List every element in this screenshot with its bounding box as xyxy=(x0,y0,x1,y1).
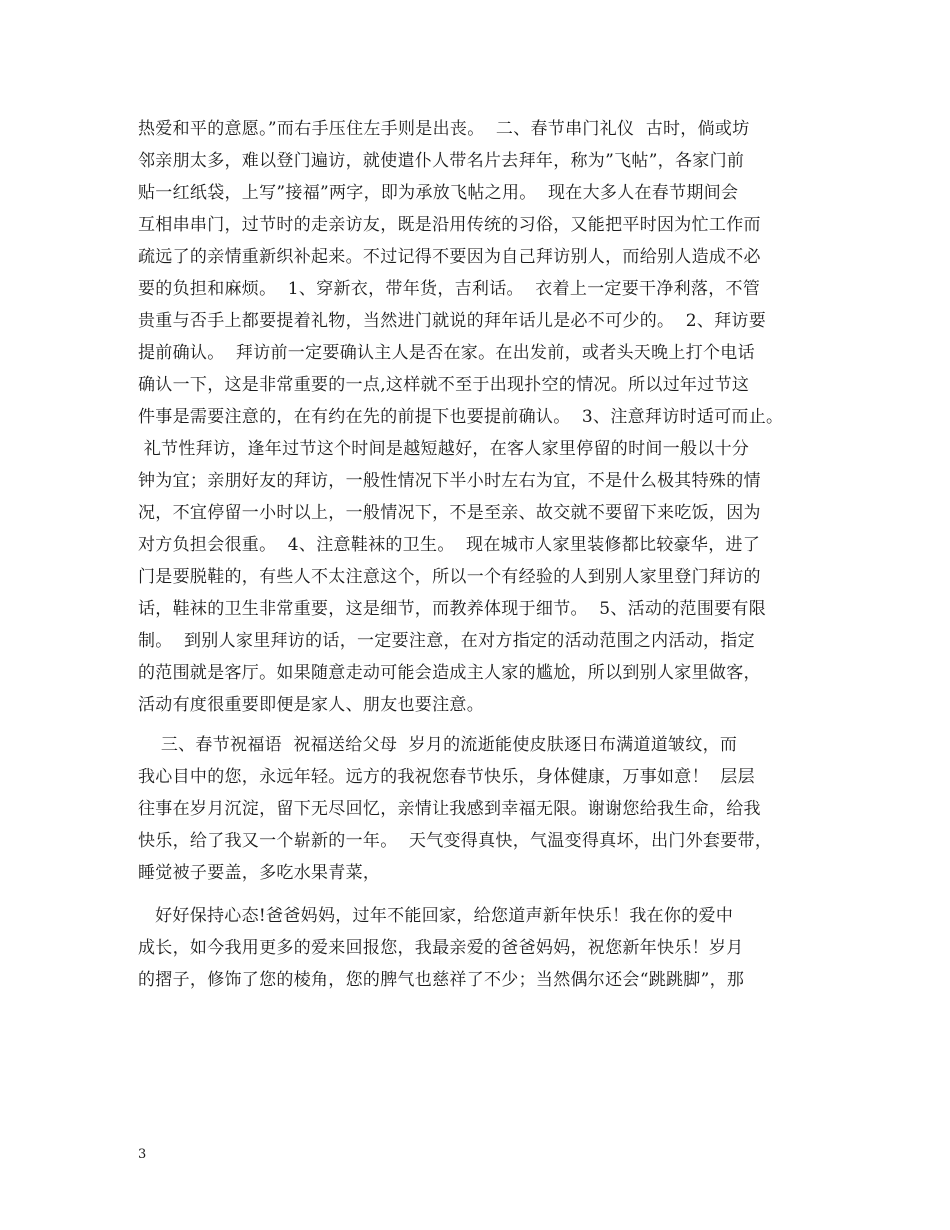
text-line: 礼节性拜访，逢年过节这个时间是越短越好，在客人家里停留的时间一般以十分 xyxy=(138,439,750,459)
text-line: 好好保持心态!爸爸妈妈，过年不能回家，给您道声新年快乐！我在你的爱中 xyxy=(138,906,734,926)
text-line: 贴一红纸袋，上写”接福”两字，即为承放飞帖之用。 现在大多人在春节期间会 xyxy=(138,183,739,203)
text-line: 制。 到别人家里拜访的话，一定要注意，在对方指定的活动范围之内活动，指定 xyxy=(138,631,755,651)
text-line: 件事是需要注意的，在有约在先的前提下也要提前确认。 3、注意拜访时适可而止。 xyxy=(138,407,784,427)
text-line: 邻亲朋太多，难以登门遍访，就使遣仆人带名片去拜年，称为”飞帖”，各家门前 xyxy=(138,151,745,171)
text-line: 活动有度很重要即便是家人、朋友也要注意。 xyxy=(138,695,484,715)
text-line: 往事在岁月沉淀，留下无尽回忆，亲情让我感到幸福无限。谢谢您给我生命，给我 xyxy=(138,799,761,819)
text-line: 确认一下，这是非常重要的一点,这样就不至于出现扑空的情况。所以过年过节这 xyxy=(138,375,750,395)
text-line: 对方负担会很重。 4、注意鞋袜的卫生。 现在城市人家里装修都比较豪华，进了 xyxy=(138,535,761,555)
text-line: 我心目中的您，永远年轻。远方的我祝您春节快乐，身体健康，万事如意！ 层层 xyxy=(138,767,755,787)
text-line: 三、春节祝福语 祝福送给父母 岁月的流逝能使皮肤逐日布满道道皱纹，而 xyxy=(138,735,738,755)
text-line: 睡觉被子要盖，多吃水果青菜， xyxy=(138,863,381,883)
text-line: 话，鞋袜的卫生非常重要，这是细节，而教养体现于细节。 5、活动的范围要有限 xyxy=(138,599,767,619)
text-line: 提前确认。 拜访前一定要确认主人是否在家。在出发前，或者头天晚上打个电话 xyxy=(138,343,755,363)
page-number: 3 xyxy=(138,1147,147,1162)
text-line: 互相串串门，过节时的走亲访友，既是沿用传统的习俗，又能把平时因为忙工作而 xyxy=(138,215,761,235)
text-line: 的摺子，修饰了您的棱角，您的脾气也慈祥了不少；当然偶尔还会“跳跳脚”，那 xyxy=(138,970,745,990)
text-line: 况，不宜停留一小时以上，一般情况下，不是至亲、故交就不要留下来吃饭，因为 xyxy=(138,503,761,523)
text-line: 热爱和平的意愿。”而右手压住左手则是出丧。 二、春节串门礼仪 古时，倘或坊 xyxy=(138,119,750,139)
text-line: 的范围就是客厅。如果随意走动可能会造成主人家的尴尬，所以到别人家里做客， xyxy=(138,663,761,683)
text-line: 要的负担和麻烦。 1、穿新衣，带年货，吉利话。 衣着上一定要干净利落，不管 xyxy=(138,279,761,299)
text-line: 贵重与否手上都要提着礼物，当然进门就说的拜年话儿是必不可少的。 2、拜访要 xyxy=(138,311,767,331)
text-line: 钟为宜；亲朋好友的拜访，一般性情况下半小时左右为宜，不是什么极其特殊的情 xyxy=(138,471,761,491)
text-line: 门是要脱鞋的，有些人不太注意这个，所以一个有经验的人到别人家里登门拜访的 xyxy=(138,567,761,587)
text-line: 成长，如今我用更多的爱来回报您，我最亲爱的爸爸妈妈，祝您新年快乐！岁月 xyxy=(138,938,744,958)
text-line: 快乐，给了我又一个崭新的一年。 天气变得真快，气温变得真坏，出门外套要带， xyxy=(138,831,773,851)
text-line: 疏远了的亲情重新织补起来。不过记得不要因为自己拜访别人，而给别人造成不必 xyxy=(138,247,761,267)
